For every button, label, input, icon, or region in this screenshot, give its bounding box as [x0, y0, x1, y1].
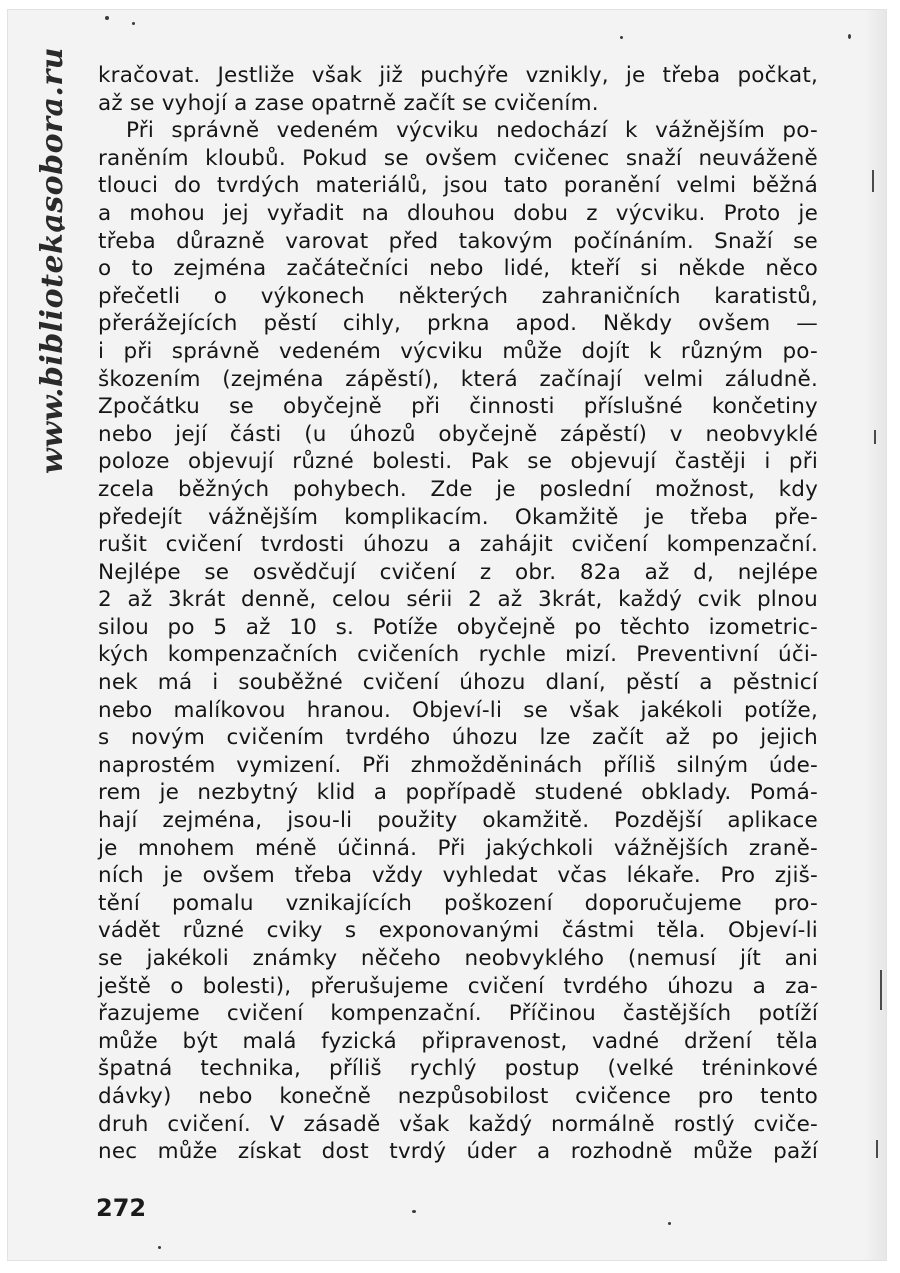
scan-edge-mark: [872, 170, 874, 192]
text-line: rušit cvičení tvrdosti úhozu a zahájit cvičení kompenzační.: [98, 532, 818, 558]
body-text: [98, 62, 818, 1166]
text-line: špatná technika, příliš rychlý postup (velké tréninkové: [98, 1056, 818, 1082]
scan-edge-mark: [876, 1140, 878, 1158]
text-line: dávky) nebo konečně nezpůsobilost cvičence pro tento: [98, 1083, 818, 1109]
text-line: poloze objevují různé bolesti. Pak se objevují častěji i při: [98, 449, 818, 475]
text-line: a mohou jej vyřadit na dlouhou dobu z výcviku. Proto je: [98, 200, 818, 226]
text-line: druh cvičení. V zásadě však každý normálně rostlý cviče-: [98, 1111, 818, 1137]
text-line: s novým cvičením tvrdého úhozu lze začít až po jejich: [98, 725, 818, 751]
text-line: tlouci do tvrdých materiálů, jsou tato poranění velmi běžná: [98, 173, 818, 199]
text-line: nek má i souběžné cvičení úhozu dlaní, pěstí a pěstnicí: [98, 670, 818, 696]
text-line: Nejlépe se osvědčují cvičení z obr. 82a až d, nejlépe: [98, 559, 818, 585]
scan-speck: [105, 16, 109, 20]
scan-speck: [848, 34, 851, 39]
text-line: tění pomalu vznikajících poškození doporučujeme pro-: [98, 890, 818, 916]
scanned-page: [8, 10, 886, 1260]
text-line: až se vyhojí a zase opatrně začít se cvičením.: [98, 90, 599, 116]
text-line: silou po 5 až 10 s. Potíže obyčejně po těchto izometric-: [98, 614, 818, 640]
text-line: nebo její části (u úhozů obyčejně zápěstí) v neobvyklé: [98, 421, 818, 447]
watermark: [28, 30, 76, 490]
text-line: naprostém vymizení. Při zhmožděninách příliš silným úde-: [98, 752, 818, 778]
page-number: 272: [96, 1194, 147, 1222]
text-line: ních je ovšem třeba vždy vyhledat včas lékaře. Pro zjiš-: [98, 863, 818, 889]
scan-edge-mark: [874, 430, 876, 444]
text-line: kých kompenzačních cvičeních rychle mizí. Preventivní úči-: [98, 642, 818, 668]
text-line: nec může získat dost tvrdý úder a rozhodně může paží: [98, 1139, 818, 1165]
text-line: přečetli o výkonech některých zahraničních karatistů,: [98, 283, 818, 309]
text-line: třeba důrazně varovat před takovým počínáním. Snaží se: [98, 228, 818, 254]
text-line: nebo malíkovou hranou. Objeví-li se však jakékoli potíže,: [98, 697, 818, 723]
text-line: Zpočátku se obyčejně při činnosti příslušné končetiny: [98, 394, 818, 420]
text-line: kračovat. Jestliže však již puchýře vznikly, je třeba počkat,: [98, 63, 818, 88]
text-line: o to zejména začátečníci nebo lidé, kteří si někde něco: [98, 256, 818, 282]
scan-speck: [132, 22, 135, 25]
scan-speck: [158, 1246, 161, 1249]
text-line: zcela běžných pohybech. Zde je poslední možnost, kdy: [98, 476, 818, 502]
text-line: škozením (zejména zápěstí), která začínají velmi záludně.: [98, 366, 818, 392]
text-line: předejít vážnějším komplikacím. Okamžitě je třeba pře-: [98, 504, 818, 530]
text-line: raněním kloubů. Pokud se ovšem cvičenec snaží neuváženě: [98, 145, 818, 171]
text-line: je mnohem méně účinná. Při jakýchkoli vážnějších zraně-: [98, 835, 818, 861]
text-line: rem je nezbytný klid a popřípadě studené obklady. Pomá-: [98, 780, 818, 806]
text-line: vádět různé cviky s exponovanými částmi těla. Objeví-li: [98, 918, 818, 944]
page-edge-shadow: [864, 10, 886, 1260]
text-line: řazujeme cvičení kompenzační. Příčinou častějších potíží: [98, 1001, 818, 1027]
text-line: se jakékoli známky něčeho neobvyklého (nemusí jít ani: [98, 946, 818, 971]
text-line: 2 až 3krát denně, celou sérii 2 až 3krát, každý cvik plnou: [98, 587, 818, 613]
text-line: Při správně vedeném výcviku nedochází k vážnějším po-: [126, 118, 818, 144]
watermark-text: www.bibliotekasobora.ru: [34, 46, 70, 474]
text-line: ještě o bolesti), přerušujeme cvičení tvrdého úhozu a za-: [98, 973, 818, 999]
text-line: i při správně vedeném výcviku může dojít k různým po-: [98, 338, 818, 364]
scan-edge-mark: [880, 970, 882, 1010]
text-line: přerážejících pěstí cihly, prkna apod. Někdy ovšem —: [98, 311, 818, 337]
scan-speck: [412, 1210, 416, 1213]
scan-speck: [620, 36, 623, 39]
scan-speck: [668, 1222, 671, 1225]
text-line: hají zejména, jsou-li použity okamžitě. Pozdější aplikace: [98, 808, 818, 834]
text-line: může být malá fyzická připravenost, vadné držení těla: [98, 1028, 818, 1054]
